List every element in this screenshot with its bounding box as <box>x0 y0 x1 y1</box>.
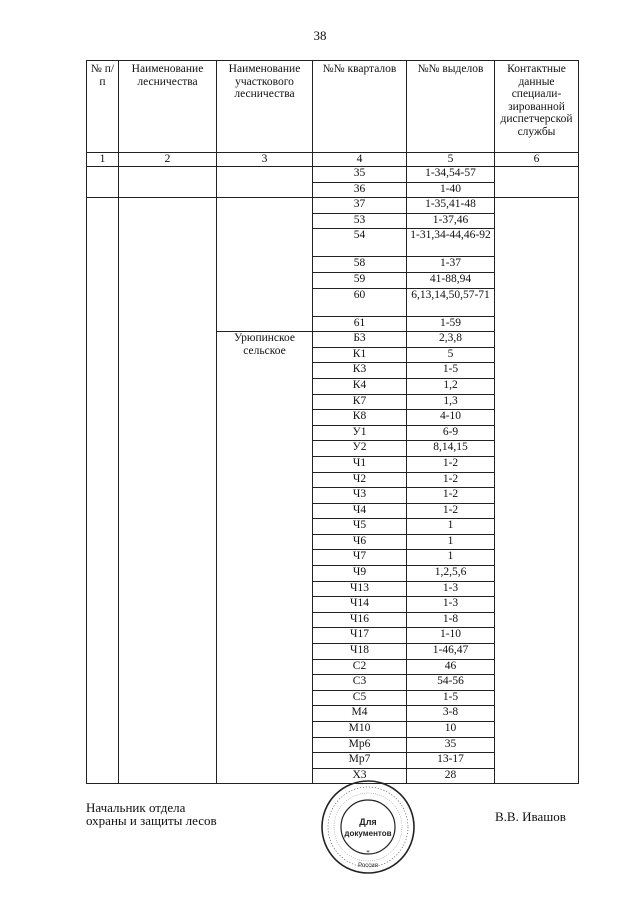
official-stamp <box>318 775 418 885</box>
videl-cell: 1-2 <box>407 488 495 504</box>
table-row <box>87 167 579 183</box>
header-videls: №№ выделов <box>407 61 495 153</box>
kvartal-cell: М10 <box>313 722 407 738</box>
stamp-center-line-1: Для <box>359 817 377 827</box>
index-cell: 2 <box>119 153 217 167</box>
signatory-name: В.В. Ивашов <box>495 809 566 824</box>
kvartal-cell: С5 <box>313 690 407 706</box>
kvartal-cell: У2 <box>313 441 407 457</box>
videl-cell: 4-10 <box>407 410 495 426</box>
videl-cell: 1-8 <box>407 612 495 628</box>
videl-cell: 1-2 <box>407 472 495 488</box>
videl-cell: 46 <box>407 659 495 675</box>
kvartal-cell: Ч16 <box>313 612 407 628</box>
kvartal-cell: Б3 <box>313 332 407 348</box>
forestry-table <box>86 60 579 784</box>
kvartal-cell: Ч1 <box>313 456 407 472</box>
index-cell: 1 <box>87 153 119 167</box>
videl-cell: 41-88,94 <box>407 272 495 288</box>
kvartal-cell: 37 <box>313 198 407 214</box>
kvartal-cell: Ч4 <box>313 503 407 519</box>
videl-cell: 28 <box>407 768 495 784</box>
kvartal-cell: К4 <box>313 378 407 394</box>
videl-cell: 1,2 <box>407 378 495 394</box>
kvartal-cell: М4 <box>313 706 407 722</box>
kvartal-cell: Ч7 <box>313 550 407 566</box>
signatory-position <box>86 801 217 827</box>
stamp-bottom-text: Россия <box>358 863 378 869</box>
kvartal-cell: Ч9 <box>313 566 407 582</box>
kvartal-cell: У1 <box>313 425 407 441</box>
index-cell: 6 <box>495 153 579 167</box>
kvartal-cell: К1 <box>313 347 407 363</box>
kvartal-cell: Ч3 <box>313 488 407 504</box>
videl-cell: 1 <box>407 534 495 550</box>
contacts-cell <box>495 198 579 784</box>
videl-cell: 13-17 <box>407 753 495 769</box>
row-number-cell <box>87 198 119 784</box>
index-cell: 5 <box>407 153 495 167</box>
videl-cell: 1-2 <box>407 456 495 472</box>
kvartal-cell: 61 <box>313 316 407 332</box>
kvartal-cell: 54 <box>313 229 407 257</box>
videl-cell: 1 <box>407 550 495 566</box>
kvartal-cell: Ч18 <box>313 644 407 660</box>
row-number-cell <box>87 167 119 198</box>
videl-cell: 6-9 <box>407 425 495 441</box>
videl-cell: 1-10 <box>407 628 495 644</box>
table-body <box>87 153 579 784</box>
kvartal-cell: К8 <box>313 410 407 426</box>
videl-cell: 1-31,34-44,46-92 <box>407 229 495 257</box>
kvartal-cell: К7 <box>313 394 407 410</box>
videl-cell: 1-3 <box>407 581 495 597</box>
kvartal-cell: С3 <box>313 675 407 691</box>
index-cell: 3 <box>217 153 313 167</box>
header-contacts: Контактные данные специали-зированной диспетчерской службы <box>495 61 579 153</box>
kvartal-cell: Ч2 <box>313 472 407 488</box>
signatory-position-line-1: Начальник отдела <box>86 800 186 815</box>
videl-cell: 1-37 <box>407 257 495 273</box>
kvartal-cell: 60 <box>313 288 407 316</box>
videl-cell: 1-37,46 <box>407 213 495 229</box>
videl-cell: 1-59 <box>407 316 495 332</box>
kvartal-cell: Мр6 <box>313 737 407 753</box>
header-kvartals: №№ кварталов <box>313 61 407 153</box>
videl-cell: 1-34,54-57 <box>407 167 495 183</box>
videl-cell: 8,14,15 <box>407 441 495 457</box>
forestry-cell <box>119 198 217 784</box>
kvartal-cell: Ч6 <box>313 534 407 550</box>
videl-cell: 1,3 <box>407 394 495 410</box>
videl-cell: 54-56 <box>407 675 495 691</box>
table-row <box>87 198 579 214</box>
header-number: № п/п <box>87 61 119 153</box>
stamp-star-icon: * <box>366 849 370 857</box>
videl-cell: 6,13,14,50,57-71 <box>407 288 495 316</box>
kvartal-cell: 58 <box>313 257 407 273</box>
videl-cell: 5 <box>407 347 495 363</box>
videl-cell: 2,3,8 <box>407 332 495 348</box>
videl-cell: 1-5 <box>407 690 495 706</box>
kvartal-cell: Ч5 <box>313 519 407 535</box>
contacts-cell <box>495 167 579 198</box>
videl-cell: 10 <box>407 722 495 738</box>
kvartal-cell: Ч14 <box>313 597 407 613</box>
kvartal-cell: 35 <box>313 167 407 183</box>
videl-cell: 1-40 <box>407 182 495 198</box>
kvartal-cell: С2 <box>313 659 407 675</box>
videl-cell: 1,2,5,6 <box>407 566 495 582</box>
district-forestry-cell <box>217 167 313 198</box>
videl-cell: 1-3 <box>407 597 495 613</box>
kvartal-cell: Ч13 <box>313 581 407 597</box>
videl-cell: 3-8 <box>407 706 495 722</box>
stamp-center-line-2: документов <box>344 829 392 838</box>
district-forestry-cell <box>217 198 313 332</box>
kvartal-cell: К3 <box>313 363 407 379</box>
videl-cell: 1-2 <box>407 503 495 519</box>
signatory-position-line-2: охраны и защиты лесов <box>86 813 217 828</box>
kvartal-cell: 53 <box>313 213 407 229</box>
videl-cell: 1-46,47 <box>407 644 495 660</box>
kvartal-cell: 36 <box>313 182 407 198</box>
kvartal-cell: Ч17 <box>313 628 407 644</box>
videl-cell: 35 <box>407 737 495 753</box>
column-index-row <box>87 153 579 167</box>
forestry-cell <box>119 167 217 198</box>
header-district-forestry: Наименование участкового лесничества <box>217 61 313 153</box>
page-number: 38 <box>313 28 327 43</box>
videl-cell: 1 <box>407 519 495 535</box>
district-forestry-cell: Урюпинское сельское <box>217 332 313 784</box>
kvartal-cell: 59 <box>313 272 407 288</box>
index-cell: 4 <box>313 153 407 167</box>
videl-cell: 1-5 <box>407 363 495 379</box>
videl-cell: 1-35,41-48 <box>407 198 495 214</box>
kvartal-cell: Мр7 <box>313 753 407 769</box>
kvartal-cell: Х3 <box>313 768 407 784</box>
header-forestry: Наименование лесничества <box>119 61 217 153</box>
